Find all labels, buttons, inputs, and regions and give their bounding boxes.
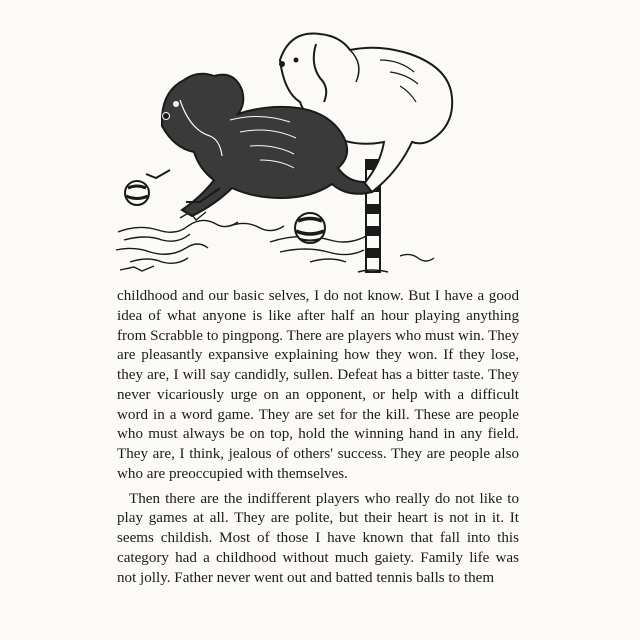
dogs-leaping-ink-drawing-icon xyxy=(110,20,520,282)
paragraph: childhood and our basic selves, I do not know. But I have a good idea of what anyone is like after half an hour playing anything from Scrabble to pingpong. There are players who must win. They are pleasantly expansive explaining how they won. If they lose, they are, I will say candidly, sullen. Defeat has a bitter taste. They never vicariously urge on an opponent, or help with a difficult word in a word game. They are set for the kill. These are people who must always be on top, hold the winning hand in any field. They are, I think, jealous of others' success. They are people also who are preoccupied with themselves. xyxy=(117,288,519,482)
ground-scribbles xyxy=(116,212,434,271)
ball-left xyxy=(125,181,149,205)
body-text xyxy=(117,287,519,588)
ball-right xyxy=(295,213,325,243)
paragraph: Then there are the indifferent players who really do not like to play games at all. They are polite, but their heart is not in it. It seems childish. Most of those I have known that fall into this category had a childhood without much gaiety. Family life was not jolly. Father never went out and batted tennis balls to them xyxy=(117,490,519,586)
